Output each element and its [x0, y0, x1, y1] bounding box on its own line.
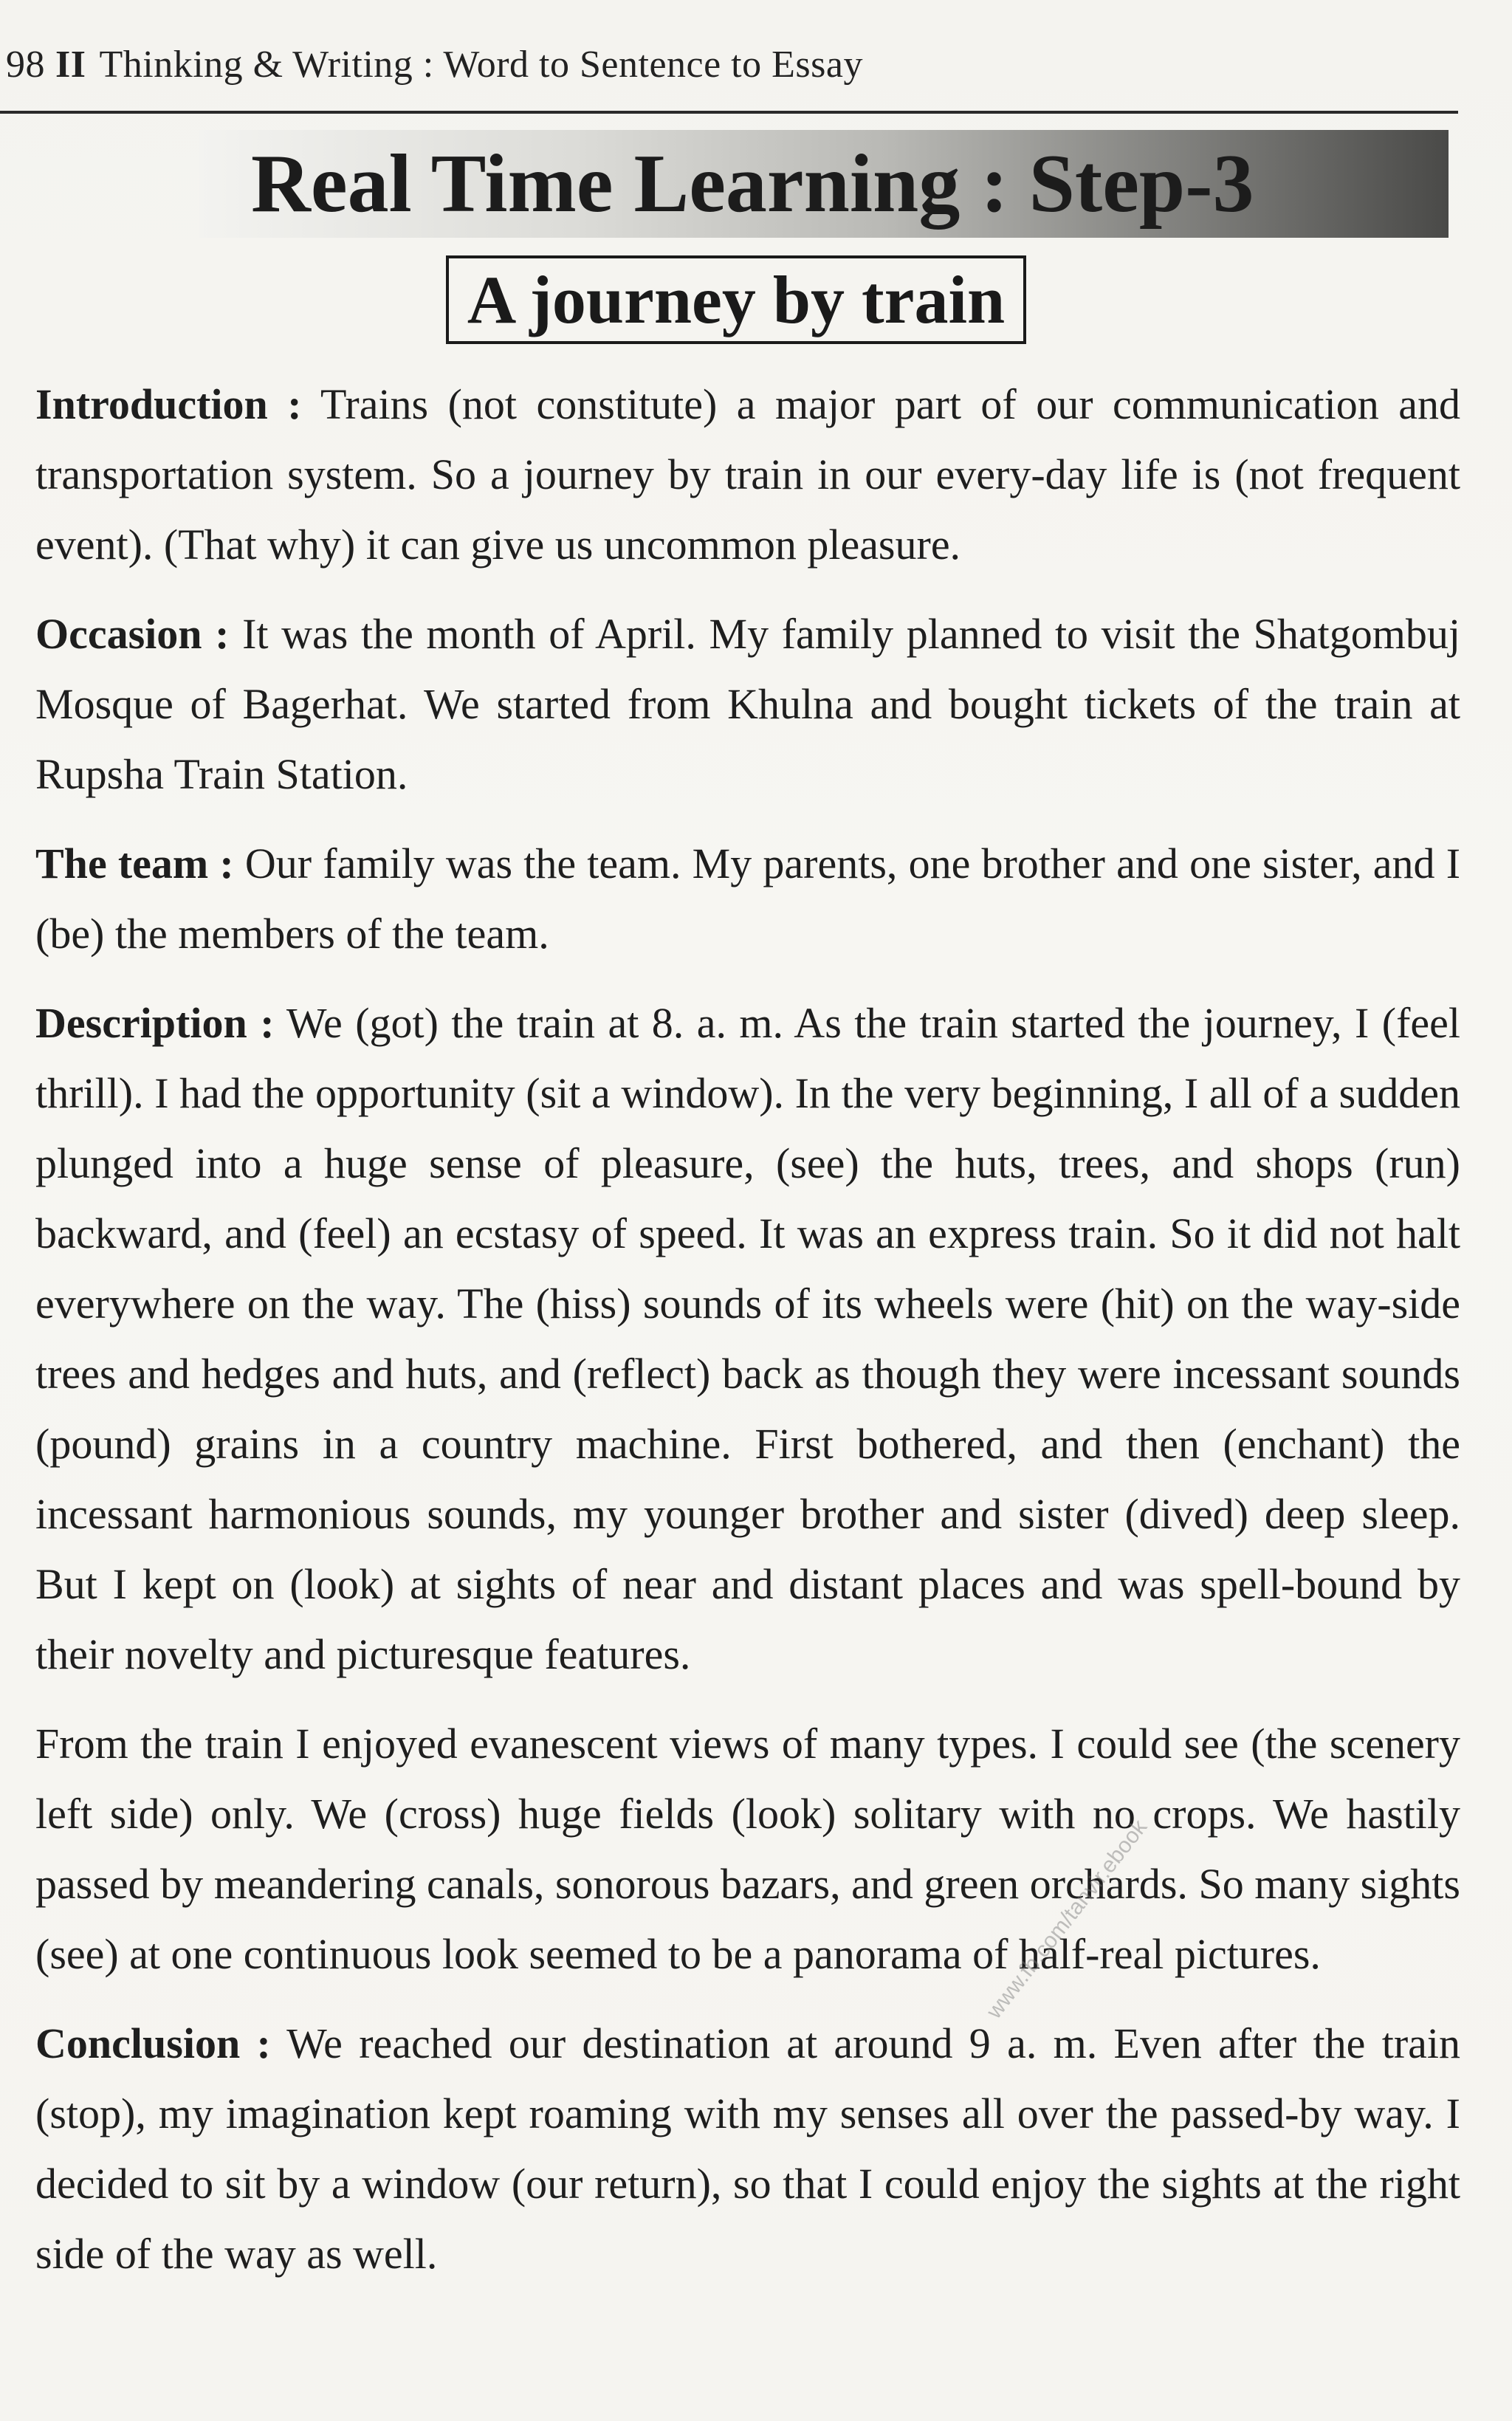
running-header — [6, 43, 863, 86]
paragraph-text: Our family was the team. My parents, one brother and one sister, and I (be) the members of the team. — [35, 839, 1461, 958]
paragraph-label: Introduction : — [35, 380, 302, 428]
paragraph-text: Trains (not constitute) a major part of our communication and transportation system. So a journey by train in our every-day life is (not frequent event). (That why) it can give us uncommon pleasure. — [35, 380, 1460, 569]
header-rule — [0, 111, 1458, 114]
watermark: www.fb.com/tanvir.ebook — [982, 1815, 1152, 2024]
paragraph-label: Description : — [35, 999, 275, 1047]
paragraph-occasion — [35, 599, 1460, 809]
essay-title: A journey by train — [446, 255, 1026, 344]
paragraph-views — [35, 1709, 1460, 1989]
section-banner-title: Real Time Learning : Step-3 — [251, 138, 1254, 230]
page-number: 98 — [6, 44, 45, 86]
paragraph-label: Conclusion : — [35, 2019, 271, 2067]
essay-body — [35, 369, 1460, 2308]
paragraph-team — [35, 828, 1460, 969]
paragraph-text: From the train I enjoyed evanescent views of many types. I could see (the scenery left side) only. We (cross) huge fields (look) solitary with no crops. We hastily passed by meandering canals, sonorous bazars, and green orchards. So many sights (see) at one continuous look seemed to be a panorama of half-real pictures. — [35, 1720, 1460, 1978]
header-separator: II — [55, 44, 86, 86]
paragraph-text: We (got) the train at 8. a. m. As the train started the journey, I (feel thrill). I had the opportunity (sit a window). In the very beginning, I all of a sudden plunged into a huge sense of pleasure, (see) the huts, trees, and shops (run) backward, and (feel) an ecstasy of speed. It was an express train. So it did not halt everywhere on the way. The (hiss) sounds of its wheels were (hit) on the way-side trees and hedges and huts, and (reflect) back as though they were incessant sounds (pound) grains in a country machine. First bothered, and then (enchant) the incessant harmonious sounds, my younger brother and sister (dived) deep sleep. But I kept on (look) at sights of near and distant places and was spell-bound by their novelty and picturesque features. — [35, 999, 1460, 1678]
paragraph-description — [35, 988, 1460, 1689]
paragraph-conclusion — [35, 2008, 1460, 2289]
paragraph-text: It was the month of April. My family planned to visit the Shatgombuj Mosque of Bagerhat. We started from Khulna and bought tickets of the train at Rupsha Train Station. — [35, 610, 1461, 798]
paragraph-label: The team : — [35, 839, 234, 887]
paragraph-label: Occasion : — [35, 610, 230, 658]
book-title: Thinking & Writing : Word to Sentence to Essay — [99, 44, 863, 86]
paragraph-text: We reached our destination at around 9 a. m. Even after the train (stop), my imagination kept roaming with my senses all over the passed-by way. I decided to sit by a window (our return), so that I could enjoy the sights at the right side of the way as well. — [35, 2019, 1461, 2278]
paragraph-introduction — [35, 369, 1460, 580]
